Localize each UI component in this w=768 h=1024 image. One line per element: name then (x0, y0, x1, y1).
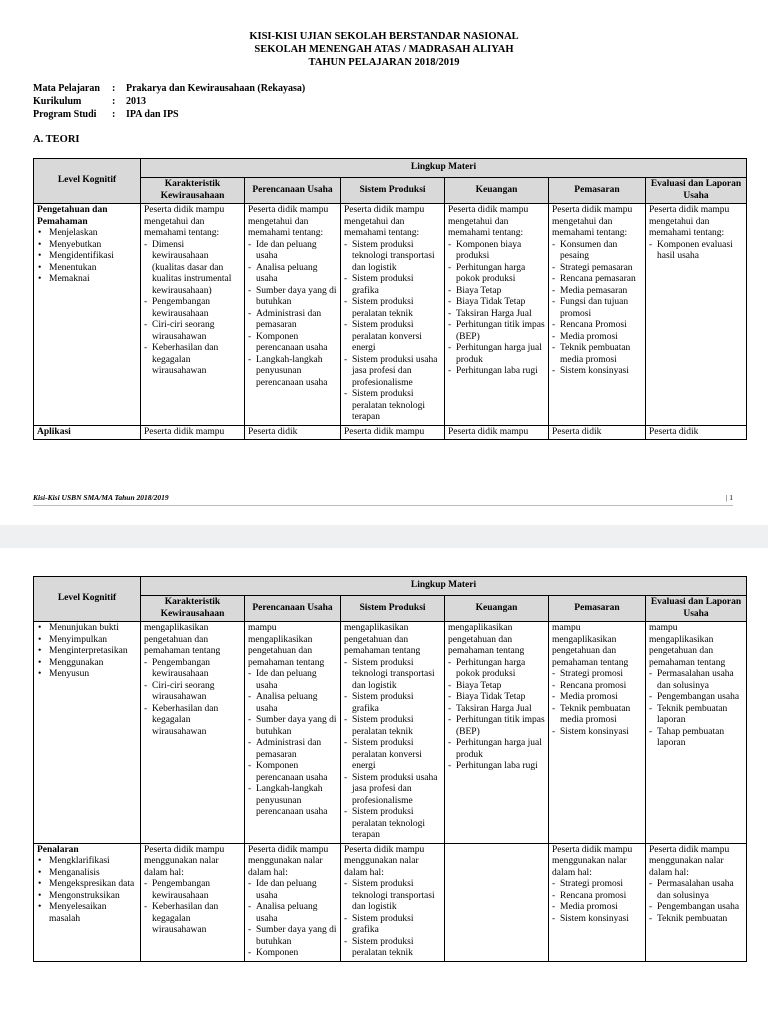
material-item: - Komponen evaluasi hasil usaha (649, 240, 743, 263)
cell-intro: Peserta didik mampu mengetahui dan memahami tentang: (552, 205, 633, 238)
material-item: - Rencana promosi (552, 681, 642, 693)
meta-value: Prakarya dan Kewirausahaan (Rekayasa) (126, 83, 306, 94)
cell-intro: Peserta didik mampu menggunakan nalar dalam hal: (649, 844, 730, 878)
cell-intro: Peserta didik mampu (144, 426, 225, 437)
material-list (448, 658, 545, 773)
level-item: • Menyelesaikan masalah (37, 902, 137, 925)
material-item: - Perhitungan harga jual produk (448, 343, 545, 366)
kisi-kisi-table-page-2 (33, 576, 747, 962)
material-list (344, 240, 441, 424)
header-col-5: Evaluasi dan Laporan Usaha (646, 178, 747, 204)
material-item: - Taksiran Harga Jual (448, 704, 545, 716)
level-item: • Menginterpretasikan (37, 646, 137, 658)
material-item: - Sistem produksi peralatan teknik (344, 937, 441, 960)
level-item: • Menyimpulkan (37, 635, 137, 647)
material-item: - Ide dan peluang usaha (248, 240, 337, 263)
material-list (344, 658, 441, 842)
material-item: - Perhitungan titik impas (BEP) (448, 715, 545, 738)
doc-title-line-1: KISI-KISI UJIAN SEKOLAH BERSTANDAR NASIONAL (249, 31, 519, 42)
doc-title-line-3: TAHUN PELAJARAN 2018/2019 (308, 57, 460, 68)
cell-intro: Peserta didik mampu menggunakan nalar dalam hal: (248, 844, 329, 878)
material-cell (141, 843, 245, 961)
level-cell (34, 204, 141, 426)
level-cell (34, 622, 141, 844)
cell-intro: Peserta didik mampu menggunakan nalar dalam hal: (144, 844, 225, 878)
material-item: - Sistem produksi teknologi transportasi dan logistik (344, 879, 441, 914)
material-cell (549, 204, 646, 426)
material-item: - Biaya Tidak Tetap (448, 692, 545, 704)
material-item: - Sistem produksi peralatan konversi energi (344, 320, 441, 355)
material-item: - Ide dan peluang usaha (248, 879, 337, 902)
material-cell (549, 622, 646, 844)
meta-value: 2013 (126, 96, 146, 107)
level-cell (34, 425, 141, 440)
material-item: - Strategi promosi (552, 669, 642, 681)
level-cell (34, 843, 141, 961)
meta-sep: : (112, 109, 116, 120)
level-item: • Mengklarifikasi (37, 856, 137, 868)
material-item: - Analisa peluang usaha (248, 692, 337, 715)
cell-intro: mengaplikasikan pengetahuan dan pemahaman tentang (448, 623, 525, 656)
header-row (34, 577, 747, 596)
material-item: - Media promosi (552, 902, 642, 914)
material-list (552, 669, 642, 738)
header-lingkup-materi: Lingkup Materi (141, 577, 747, 596)
material-item: - Keberhasilan dan kegagalan wirausahawan (144, 902, 241, 937)
cell-intro: Peserta didik (649, 426, 699, 437)
cell-intro: Peserta didik mampu mengetahui dan memahami tentang: (248, 205, 329, 238)
material-item: - Ide dan peluang usaha (248, 669, 337, 692)
material-item: - Media promosi (552, 692, 642, 704)
material-item: - Teknik pembuatan (649, 914, 743, 926)
cell-intro: mampu mengaplikasikan pengetahuan dan pemahaman tentang (649, 623, 726, 668)
material-item: - Sistem produksi teknologi transportasi dan logistik (344, 240, 441, 275)
meta-label: Mata Pelajaran (33, 83, 100, 94)
material-cell (341, 622, 445, 844)
header-col-2: Sistem Produksi (341, 596, 445, 622)
material-item: - Sumber daya yang di butuhkan (248, 286, 337, 309)
material-item: - Dimensi kewirausahaan (kualitas dasar dan kualitas instrumental kewirausahaan) (144, 240, 241, 298)
material-item: - Analisa peluang usaha (248, 902, 337, 925)
material-item: - Sistem produksi peralatan teknik (344, 715, 441, 738)
section-heading: A. TEORI (33, 134, 80, 145)
material-cell (141, 622, 245, 844)
level-title: Aplikasi (37, 426, 71, 437)
material-item: - Biaya Tetap (448, 681, 545, 693)
material-cell (245, 622, 341, 844)
material-item: - Rencana promosi (552, 891, 642, 903)
material-item: - Langkah-langkah penyusunan perencanaan usaha (248, 355, 337, 390)
material-item: - Perhitungan harga pokok produksi (448, 263, 545, 286)
cell-intro: Peserta didik mampu mengetahui dan memahami tentang: (649, 205, 730, 238)
material-item: - Sistem produksi usaha jasa profesi dan profesionalisme (344, 355, 441, 390)
header-subrow (34, 178, 747, 204)
footer-text: Kisi-Kisi USBN SMA/MA Tahun 2018/2019 (33, 493, 169, 502)
level-title: Pengetahuan dan Pemahaman (37, 205, 108, 227)
cell-intro: Peserta didik (248, 426, 298, 437)
cell-intro: Peserta didik mampu mengetahui dan memahami tentang: (344, 205, 425, 238)
meta-sep: : (112, 96, 116, 107)
material-cell (646, 204, 747, 426)
header-col-5: Evaluasi dan Laporan Usaha (646, 596, 747, 622)
material-item: - Taksiran Harga Jual (448, 309, 545, 321)
material-item: - Strategi promosi (552, 879, 642, 891)
material-list (649, 879, 743, 925)
material-item: - Komponen perencanaan usaha (248, 332, 337, 355)
material-item: - Analisa peluang usaha (248, 263, 337, 286)
meta-row-program (33, 108, 305, 121)
material-item: - Sistem produksi grafika (344, 914, 441, 937)
material-list (649, 240, 743, 263)
material-cell (549, 843, 646, 961)
material-item: - Keberhasilan dan kegagalan wirausahawan (144, 343, 241, 378)
material-item: - Perhitungan laba rugi (448, 761, 545, 773)
cell-intro: Peserta didik mampu menggunakan nalar dalam hal: (552, 844, 633, 878)
level-item: • Mengekspresikan data (37, 879, 137, 891)
level-list (37, 623, 137, 681)
kisi-kisi-table-page-1 (33, 158, 747, 440)
material-item: - Teknik pembuatan media promosi (552, 704, 642, 727)
meta-sep: : (112, 83, 116, 94)
cell-intro: Peserta didik mampu mengetahui dan memahami tentang: (144, 205, 225, 238)
material-item: - Pengembangan kewirausahaan (144, 297, 241, 320)
page-number: | 1 (725, 493, 733, 502)
level-list (37, 228, 137, 286)
material-item: - Fungsi dan tujuan promosi (552, 297, 642, 320)
material-item: - Perhitungan harga pokok produksi (448, 658, 545, 681)
material-item: - Teknik pembuatan media promosi (552, 343, 642, 366)
material-item: - Konsumen dan pesaing (552, 240, 642, 263)
header-col-3: Keuangan (445, 596, 549, 622)
material-cell (646, 622, 747, 844)
material-item: - Sistem produksi peralatan teknik (344, 297, 441, 320)
material-list (649, 669, 743, 750)
material-item: - Biaya Tetap (448, 286, 545, 298)
header-row (34, 159, 747, 178)
cell-intro: mengaplikasikan pengetahuan dan pemahaman tentang (344, 623, 421, 656)
material-cell (245, 843, 341, 961)
material-item: - Rencana pemasaran (552, 274, 642, 286)
material-item: - Pengembangan usaha (649, 692, 743, 704)
header-level-kognitif: Level Kognitif (34, 577, 141, 622)
cell-intro: mengaplikasikan pengetahuan dan pemahaman tentang (144, 623, 221, 656)
header-col-2: Sistem Produksi (341, 178, 445, 204)
material-item: - Sistem produksi teknologi transportasi dan logistik (344, 658, 441, 693)
material-list (144, 658, 241, 739)
material-cell (445, 843, 549, 961)
material-cell (141, 204, 245, 426)
material-cell (646, 843, 747, 961)
material-cell (445, 204, 549, 426)
material-item: - Biaya Tidak Tetap (448, 297, 545, 309)
header-col-3: Keuangan (445, 178, 549, 204)
cell-intro: Peserta didik mampu (448, 426, 529, 437)
cell-intro: Peserta didik mampu menggunakan nalar dalam hal: (344, 844, 425, 878)
header-col-4: Pemasaran (549, 596, 646, 622)
meta-row-curriculum (33, 95, 305, 108)
material-item: - Sumber daya yang di butuhkan (248, 715, 337, 738)
material-item: - Strategi pemasaran (552, 263, 642, 275)
level-item: • Mengidentifikasi (37, 251, 137, 263)
level-item: • Menyebutkan (37, 240, 137, 252)
meta-label: Kurikulum (33, 96, 82, 107)
material-cell (245, 204, 341, 426)
material-list (552, 240, 642, 378)
doc-title-line-2: SEKOLAH MENENGAH ATAS / MADRASAH ALIYAH (254, 44, 514, 55)
material-item: - Sistem produksi peralatan teknologi terapan (344, 807, 441, 842)
material-list (144, 879, 241, 937)
material-list (248, 879, 337, 960)
level-title: Penalaran (37, 844, 79, 855)
table-row (34, 843, 747, 961)
meta-row-subject (33, 82, 305, 95)
level-list (37, 856, 137, 925)
material-item: - Keberhasilan dan kegagalan wirausahawan (144, 704, 241, 739)
header-subrow (34, 596, 747, 622)
material-list (248, 669, 337, 819)
meta-value: IPA dan IPS (126, 109, 179, 120)
level-item: • Menganalisis (37, 868, 137, 880)
material-cell (341, 843, 445, 961)
page-footer (33, 493, 733, 502)
material-item: - Sistem produksi peralatan konversi energi (344, 738, 441, 773)
material-list (552, 879, 642, 925)
cell-intro: Peserta didik mampu mengetahui dan memahami tentang: (448, 205, 529, 238)
material-item: - Tahap pembuatan laporan (649, 727, 743, 750)
material-cell (445, 622, 549, 844)
material-item: - Sistem konsinyasi (552, 914, 642, 926)
material-list (448, 240, 545, 378)
level-item: • Mengonstruksikan (37, 891, 137, 903)
header-lingkup-materi: Lingkup Materi (141, 159, 747, 178)
level-item: • Menentukan (37, 263, 137, 275)
material-item: - Perhitungan harga jual produk (448, 738, 545, 761)
material-item: - Administrasi dan pemasaran (248, 738, 337, 761)
material-item: - Pengembangan usaha (649, 902, 743, 914)
cell-intro: mampu mengaplikasikan pengetahuan dan pemahaman tentang (248, 623, 325, 668)
material-item: - Media promosi (552, 332, 642, 344)
header-col-4: Pemasaran (549, 178, 646, 204)
material-item: - Ciri-ciri seorang wirausahawan (144, 681, 241, 704)
material-item: - Sistem produksi grafika (344, 692, 441, 715)
meta-label: Program Studi (33, 109, 97, 120)
material-item: - Komponen biaya produksi (448, 240, 545, 263)
material-cell (341, 425, 445, 440)
header-col-1: Perencanaan Usaha (245, 178, 341, 204)
header-col-0: Karakteristik Kewirausahaan (141, 178, 245, 204)
material-item: - Media pemasaran (552, 286, 642, 298)
header-level-kognitif: Level Kognitif (34, 159, 141, 204)
meta-block (33, 82, 305, 121)
material-item: - Komponen perencanaan usaha (248, 761, 337, 784)
material-item: - Sistem konsinyasi (552, 366, 642, 378)
material-cell (341, 204, 445, 426)
material-item: - Permasalahan usaha dan solusinya (649, 669, 743, 692)
cell-intro: mampu mengaplikasikan pengetahuan dan pemahaman tentang (552, 623, 629, 668)
material-item: - Teknik pembuatan laporan (649, 704, 743, 727)
material-item: - Ciri-ciri seorang wirausahawan (144, 320, 241, 343)
material-item: - Sistem produksi peralatan teknologi terapan (344, 389, 441, 424)
level-item: • Menunjukan bukti (37, 623, 137, 635)
material-item: - Perhitungan laba rugi (448, 366, 545, 378)
material-cell (445, 425, 549, 440)
material-list (344, 879, 441, 960)
material-item: - Pengembangan kewirausahaan (144, 658, 241, 681)
material-item: - Permasalahan usaha dan solusinya (649, 879, 743, 902)
material-list (248, 240, 337, 390)
footer-divider (33, 505, 733, 506)
material-list (144, 240, 241, 378)
material-cell (549, 425, 646, 440)
table-row (34, 425, 747, 440)
cell-intro: Peserta didik (552, 426, 602, 437)
material-item: - Langkah-langkah penyusunan perencanaan usaha (248, 784, 337, 819)
material-cell (646, 425, 747, 440)
level-item: • Menyusun (37, 669, 137, 681)
material-item: - Sistem produksi usaha jasa profesi dan profesionalisme (344, 773, 441, 808)
level-item: • Menjelaskan (37, 228, 137, 240)
level-item: • Menggunakan (37, 658, 137, 670)
material-item: - Rencana Promosi (552, 320, 642, 332)
material-item: - Sistem produksi grafika (344, 274, 441, 297)
material-item: - Administrasi dan pemasaran (248, 309, 337, 332)
table-row (34, 204, 747, 426)
material-item: - Komponen (248, 948, 337, 960)
header-col-1: Perencanaan Usaha (245, 596, 341, 622)
cell-intro: Peserta didik mampu (344, 426, 425, 437)
header-col-0: Karakteristik Kewirausahaan (141, 596, 245, 622)
material-cell (245, 425, 341, 440)
material-item: - Sumber daya yang di butuhkan (248, 925, 337, 948)
material-cell (141, 425, 245, 440)
level-item: • Memaknai (37, 274, 137, 286)
material-item: - Pengembangan kewirausahaan (144, 879, 241, 902)
document-page-2 (0, 548, 768, 1024)
table-row (34, 622, 747, 844)
material-item: - Sistem konsinyasi (552, 727, 642, 739)
material-item: - Perhitungan titik impas (BEP) (448, 320, 545, 343)
